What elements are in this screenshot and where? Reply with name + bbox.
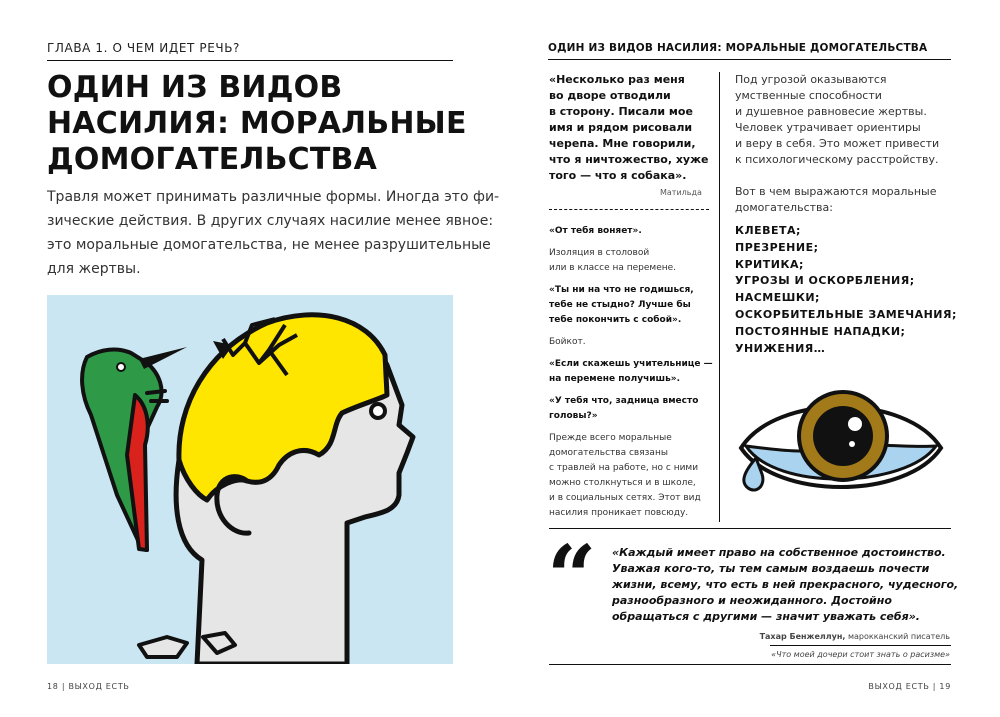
quote-line: имя и рядом рисовали <box>549 121 693 134</box>
body-line: насилия проникает повсюду. <box>549 508 689 518</box>
description-column <box>735 72 939 216</box>
quote-bottom-rule <box>549 664 951 665</box>
author-name: Тахар Бенжеллун, <box>759 632 846 641</box>
body-line: умственные способности <box>735 89 882 102</box>
right-page-footer: ВЫХОД ЕСТЬ | 19 <box>868 682 951 691</box>
list-item: ОСКОРБИТЕЛЬНЫЕ ЗАМЕЧАНИЯ; <box>735 307 957 321</box>
bird-body-icon <box>82 350 161 550</box>
quote-line: во дворе отводили <box>549 89 671 102</box>
bird-eye-icon <box>117 363 125 371</box>
crying-eye-icon <box>736 388 946 500</box>
featured-quote-source: «Что моей дочери стоит знать о расизме» <box>771 650 950 659</box>
featured-quote-author <box>600 632 950 641</box>
quote-line: черепа. Мне говорили, <box>549 137 696 150</box>
body-line: Вот в чем выражаются моральные <box>735 185 937 198</box>
example-quote: «У тебя что, задница вместо <box>549 396 699 406</box>
quote-author: Матильда <box>660 188 702 197</box>
list-item: КЛЕВЕТА; <box>735 224 801 237</box>
intro-line: это моральные домогательства, не менее разрушительные <box>47 237 491 253</box>
title-line: НАСИЛИЯ: МОРАЛЬНЫЕ <box>47 106 467 141</box>
body-line: с травлей на работе, но с ними <box>549 463 699 473</box>
list-item: ПРЕЗРЕНИЕ; <box>735 240 819 254</box>
example-quote: головы?» <box>549 411 598 421</box>
intro-line: зические действия. В других случаях насилие менее явное: <box>47 213 494 229</box>
intro-line: Травля может принимать различные формы. Иногда это фи- <box>47 189 500 205</box>
body-line: Под угрозой оказываются <box>735 73 887 86</box>
intro-paragraph <box>47 185 500 281</box>
body-line: домогательства связаны <box>549 448 668 458</box>
list-item: УНИЖЕНИЯ… <box>735 341 826 355</box>
example-quote: «Ты ни на что не годишься, <box>549 285 694 295</box>
testimony-quote <box>549 72 709 184</box>
source-divider <box>770 645 951 646</box>
rock-icon <box>139 637 187 657</box>
list-item: УГРОЗЫ И ОСКОРБЛЕНИЯ; <box>735 274 915 288</box>
example-note: Бойкот. <box>549 337 586 347</box>
quote-line: «Несколько раз меня <box>549 73 685 86</box>
left-page-footer: 18 | ВЫХОД ЕСТЬ <box>47 682 130 691</box>
featured-quote <box>612 545 958 625</box>
body-line: и душевное равновесие жертвы. <box>735 105 927 118</box>
list-item: НАСМЕШКИ; <box>735 291 820 305</box>
body-line: к психологическому расстройству. <box>735 153 939 166</box>
body-line: и веру в себя. Это может привести <box>735 137 940 150</box>
example-quote: «От тебя воняет». <box>549 226 642 236</box>
title-line: ОДИН ИЗ ВИДОВ <box>47 70 343 105</box>
body-line: Человек утрачивает ориентиры <box>735 121 921 134</box>
harassment-forms-list <box>735 223 957 357</box>
running-head-rule <box>548 59 951 60</box>
author-role: марокканский писатель <box>845 632 950 641</box>
quote-line: в сторону. Писали мое <box>549 105 693 118</box>
featured-quote-line: разнообразного и неожиданного. Достойно <box>612 594 892 607</box>
quote-top-rule <box>549 528 951 529</box>
featured-quote-line: жизни, всему, что есть в ней прекрасного, чудесного, <box>612 578 959 591</box>
example-quote: на перемене получишь». <box>549 374 681 384</box>
body-line: Прежде всего моральные <box>549 433 672 443</box>
body-line: можно столкнуться и в школе, <box>549 478 696 488</box>
title-line: ДОМОГАТЕЛЬСТВА <box>47 142 378 177</box>
list-item: КРИТИКА; <box>735 257 804 271</box>
dashed-divider <box>549 209 709 210</box>
woodpecker-head-illustration <box>47 295 453 664</box>
running-head: ОДИН ИЗ ВИДОВ НАСИЛИЯ: МОРАЛЬНЫЕ ДОМОГАТЕЛЬСТВА <box>548 42 928 54</box>
featured-quote-line: обращаться с другими — значит уважать себя». <box>612 610 920 623</box>
bird-beak-icon <box>139 347 187 369</box>
head-eye-icon <box>371 404 385 418</box>
quote-line: что я ничтожество, хуже <box>549 153 709 166</box>
body-line: домогательства: <box>735 201 833 214</box>
featured-quote-line: «Каждый имеет право на собственное достоинство. <box>612 546 946 559</box>
body-line: и в социальных сетях. Этот вид <box>549 493 701 503</box>
example-quote: «Если скажешь учительнице — <box>549 359 713 369</box>
example-quote: тебе не стыдно? Лучше бы <box>549 300 691 310</box>
example-note: или в классе на перемене. <box>549 263 677 273</box>
intro-line: для жертвы. <box>47 261 141 277</box>
example-quote: тебе покончить с собой». <box>549 315 682 325</box>
quote-mark-icon: “ <box>547 527 597 628</box>
featured-quote-line: Уважая кого-то, ты тем самым воздаешь почести <box>612 562 930 575</box>
page-title <box>47 70 467 178</box>
examples-column <box>549 224 713 521</box>
example-note: Изоляция в столовой <box>549 248 650 258</box>
chapter-header: ГЛАВА 1. О ЧЕМ ИДЕТ РЕЧЬ? <box>47 41 241 55</box>
illustration-svg <box>47 295 453 664</box>
column-separator <box>719 72 720 522</box>
chapter-rule <box>47 60 453 61</box>
quote-line: того — что я собака». <box>549 169 687 182</box>
list-item: ПОСТОЯННЫЕ НАПАДКИ; <box>735 324 906 338</box>
